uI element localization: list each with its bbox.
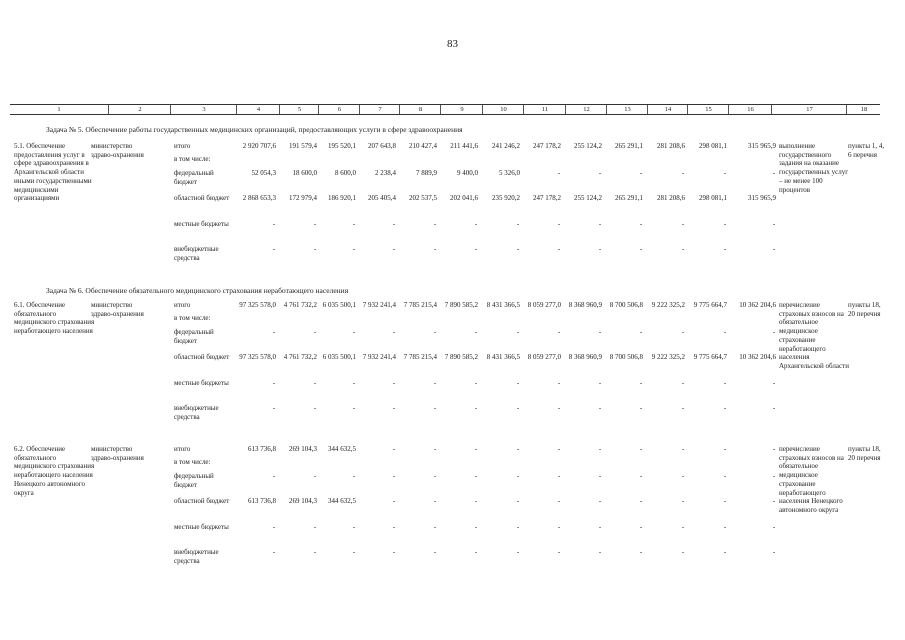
item-5-1-value: 9 400,0	[457, 169, 478, 177]
dash: -	[313, 548, 317, 556]
dash: -	[772, 220, 776, 228]
item-6-1-row-label: местные бюджеты	[174, 379, 229, 387]
item-5-1-value: 191 579,4	[289, 142, 317, 150]
dash: -	[557, 245, 561, 253]
item-5-1-value: 2 868 653,3	[242, 194, 276, 202]
column-number: 2	[108, 105, 171, 114]
dash: -	[772, 497, 776, 505]
dash: -	[681, 548, 685, 556]
dash: -	[433, 445, 437, 453]
dash: -	[639, 445, 643, 453]
dash: -	[392, 497, 396, 505]
dash: -	[313, 220, 317, 228]
item-5-1-value: 315 965,9	[748, 194, 776, 202]
dash: -	[557, 445, 561, 453]
dash: -	[392, 472, 396, 480]
dash: -	[313, 523, 317, 531]
dash: -	[474, 523, 478, 531]
dash: -	[392, 445, 396, 453]
item-6-2-row-label: в том числе:	[174, 458, 211, 466]
item-6-1-value: 97 325 578,0	[239, 301, 276, 309]
dash: -	[352, 379, 356, 387]
item-6-1-row-label: итого	[174, 301, 191, 309]
dash: -	[433, 328, 437, 336]
item-6-1-value: 8 368 960,9	[568, 301, 602, 309]
item-6-1-value: 7 785 215,4	[403, 301, 437, 309]
item-5-1-value: 211 441,6	[450, 142, 478, 150]
dash: -	[272, 245, 276, 253]
column-number: 5	[279, 105, 319, 114]
dash: -	[557, 404, 561, 412]
item-6-1-value: 6 035 500,1	[322, 353, 356, 361]
dash: -	[352, 523, 356, 531]
dash: -	[598, 497, 602, 505]
dash: -	[772, 548, 776, 556]
item-6-2-value: 269 104,3	[289, 497, 317, 505]
dash: -	[313, 328, 317, 336]
dash: -	[392, 328, 396, 336]
item-6-1-row-label: в том числе:	[174, 314, 211, 322]
item-6-1-value: 4 761 732,2	[283, 353, 317, 361]
dash: -	[723, 548, 727, 556]
dash: -	[433, 379, 437, 387]
dash: -	[598, 169, 602, 177]
item-5-1-value: 255 124,2	[574, 194, 602, 202]
item-6-1-value: 10 362 204,6	[739, 353, 776, 361]
dash: -	[272, 220, 276, 228]
dash: -	[772, 472, 776, 480]
item-6-1-value: 8 700 506,8	[609, 353, 643, 361]
dash: -	[272, 548, 276, 556]
dash: -	[723, 472, 727, 480]
dash: -	[516, 445, 520, 453]
dash: -	[723, 523, 727, 531]
dash: -	[516, 379, 520, 387]
dash: -	[392, 523, 396, 531]
item-6-1-value: 9 775 664,7	[693, 353, 727, 361]
dash: -	[433, 548, 437, 556]
dash: -	[433, 472, 437, 480]
column-number: 8	[399, 105, 441, 114]
item-5-1-row-label: итого	[174, 142, 191, 150]
dash: -	[557, 548, 561, 556]
dash: -	[723, 245, 727, 253]
dash: -	[772, 445, 776, 453]
dash: -	[516, 472, 520, 480]
item-6-1-value: 8 431 366,5	[486, 353, 520, 361]
task-5-title: Задача № 5. Обеспечение работы государственных медицинских организаций, предоставляющих услуги в сфере здравоохранения	[46, 125, 463, 134]
item-6-2-value: 344 632,5	[328, 445, 356, 453]
column-number: 13	[606, 105, 648, 114]
item-5-1-value: 315 965,9	[748, 142, 776, 150]
dash: -	[516, 548, 520, 556]
column-number: 10	[482, 105, 524, 114]
dash: -	[772, 328, 776, 336]
item-6-1-value: 8 059 277,0	[527, 353, 561, 361]
dash: -	[639, 472, 643, 480]
dash: -	[639, 328, 643, 336]
item-6-1-row-label: внебюджетные средства	[174, 404, 219, 421]
dash: -	[352, 328, 356, 336]
dash: -	[723, 445, 727, 453]
item-6-2-row-label: внебюджетные средства	[174, 548, 219, 565]
dash: -	[639, 220, 643, 228]
dash: -	[723, 328, 727, 336]
item-6-1-row-label: областной бюджет	[174, 353, 230, 361]
item-5-1-indicator: выполнение государственного задания на оказание государственных услуг – не менее 100 процентов	[779, 142, 849, 194]
dash: -	[272, 523, 276, 531]
dash: -	[516, 245, 520, 253]
column-number: 17	[771, 105, 847, 114]
dash: -	[681, 445, 685, 453]
dash: -	[681, 379, 685, 387]
item-6-2-name: 6.2. Обеспечение обязательного медицинского страхования неработающего населения Ненецкого автономного округа	[14, 445, 95, 497]
dash: -	[772, 379, 776, 387]
dash: -	[772, 245, 776, 253]
item-5-1-value: 210 427,4	[409, 142, 437, 150]
item-5-1-value: 247 178,2	[533, 194, 561, 202]
dash: -	[681, 220, 685, 228]
dash: -	[772, 169, 776, 177]
dash: -	[433, 404, 437, 412]
item-6-1-executor: министерство здраво-охранения	[91, 301, 144, 318]
dash: -	[392, 548, 396, 556]
item-6-1-indicator: перечисление страховых взносов на обязательное медицинское страхование неработающего населения Архангельской области	[779, 301, 849, 370]
dash: -	[474, 328, 478, 336]
item-5-1-value: 281 208,6	[657, 194, 685, 202]
item-6-2-points: пункты 18, 20 перечня	[848, 445, 881, 462]
item-6-1-value: 8 368 960,9	[568, 353, 602, 361]
dash: -	[352, 404, 356, 412]
dash: -	[272, 328, 276, 336]
dash: -	[352, 472, 356, 480]
dash: -	[681, 169, 685, 177]
dash: -	[598, 445, 602, 453]
item-6-1-value: 97 325 578,0	[239, 353, 276, 361]
dash: -	[557, 379, 561, 387]
dash: -	[772, 404, 776, 412]
dash: -	[557, 497, 561, 505]
dash: -	[557, 523, 561, 531]
dash: -	[433, 220, 437, 228]
item-6-2-value: 613 736,8	[248, 445, 276, 453]
column-number: 1	[57, 106, 61, 113]
item-6-2-row-label: областной бюджет	[174, 497, 230, 505]
item-6-1-value: 7 932 241,4	[362, 353, 396, 361]
item-5-1-row-label: внебюджетные средства	[174, 245, 219, 262]
dash: -	[474, 404, 478, 412]
dash: -	[433, 497, 437, 505]
dash: -	[598, 523, 602, 531]
column-number: 4	[236, 105, 280, 114]
item-5-1-value: 202 041,6	[450, 194, 478, 202]
column-number: 7	[359, 105, 400, 114]
item-6-2-executor: министерство здраво-охранения	[91, 445, 144, 462]
item-5-1-value: 195 520,1	[328, 142, 356, 150]
column-number: 9	[440, 105, 483, 114]
dash: -	[352, 245, 356, 253]
dash: -	[392, 404, 396, 412]
item-6-2-indicator: перечисление страховых взносов на обязательное медицинское страхование неработающего населения Ненецкого автономного округа	[779, 445, 844, 514]
item-5-1-row-label: федеральный бюджет	[174, 169, 214, 186]
dash: -	[272, 404, 276, 412]
column-number: 12	[565, 105, 607, 114]
dash: -	[557, 169, 561, 177]
item-6-1-row-label: федеральный бюджет	[174, 328, 214, 345]
item-6-1-value: 8 059 277,0	[527, 301, 561, 309]
item-5-1-row-label: местные бюджеты	[174, 220, 229, 228]
dash: -	[474, 548, 478, 556]
dash: -	[598, 328, 602, 336]
dash: -	[474, 497, 478, 505]
item-6-1-name: 6.1. Обеспечение обязательного медицинского страхования неработающего населения	[14, 301, 95, 336]
dash: -	[639, 548, 643, 556]
dash: -	[639, 404, 643, 412]
item-5-1-value: 52 054,3	[251, 169, 276, 177]
dash: -	[681, 245, 685, 253]
dash: -	[639, 497, 643, 505]
dash: -	[681, 404, 685, 412]
dash: -	[598, 379, 602, 387]
dash: -	[474, 220, 478, 228]
dash: -	[639, 169, 643, 177]
dash: -	[598, 404, 602, 412]
item-6-2-value: 269 104,3	[289, 445, 317, 453]
item-6-1-value: 9 222 325,2	[651, 353, 685, 361]
dash: -	[681, 328, 685, 336]
dash: -	[723, 220, 727, 228]
dash: -	[516, 404, 520, 412]
item-5-1-value: 281 208,6	[657, 142, 685, 150]
dash: -	[474, 472, 478, 480]
dash: -	[557, 472, 561, 480]
dash: -	[433, 523, 437, 531]
dash: -	[598, 472, 602, 480]
column-number: 18	[846, 105, 881, 114]
dash: -	[639, 523, 643, 531]
column-number: 14	[647, 105, 688, 114]
column-number: 15	[687, 105, 729, 114]
item-6-2-row-label: итого	[174, 445, 191, 453]
dash: -	[313, 404, 317, 412]
item-5-1-value: 5 326,0	[499, 169, 520, 177]
item-6-1-value: 7 890 585,2	[444, 353, 478, 361]
item-6-1-value: 7 890 585,2	[444, 301, 478, 309]
item-5-1-points: пункты 1, 4, 6 перечня	[848, 142, 885, 159]
dash: -	[516, 328, 520, 336]
item-6-2-value: 613 736,8	[248, 497, 276, 505]
dash: -	[723, 404, 727, 412]
item-5-1-value: 207 643,8	[368, 142, 396, 150]
item-5-1-value: 235 920,2	[492, 194, 520, 202]
dash: -	[723, 169, 727, 177]
item-5-1-row-label: областной бюджет	[174, 194, 230, 202]
item-6-1-points: пункты 18, 20 перечня	[848, 301, 881, 318]
dash: -	[516, 497, 520, 505]
dash: -	[598, 220, 602, 228]
column-number: 6	[318, 105, 360, 114]
item-5-1-value: 247 178,2	[533, 142, 561, 150]
item-5-1-value: 202 537,5	[409, 194, 437, 202]
dash: -	[392, 379, 396, 387]
item-6-2-row-label: местные бюджеты	[174, 523, 229, 531]
column-number: 11	[523, 105, 566, 114]
item-5-1-value: 265 291,1	[615, 142, 643, 150]
item-5-1-value: 186 920,1	[328, 194, 356, 202]
dash: -	[392, 220, 396, 228]
dash: -	[474, 245, 478, 253]
item-6-1-value: 10 362 204,6	[739, 301, 776, 309]
item-6-1-value: 7 932 241,4	[362, 301, 396, 309]
item-5-1-value: 2 920 707,6	[242, 142, 276, 150]
item-6-1-value: 4 761 732,2	[283, 301, 317, 309]
dash: -	[392, 245, 396, 253]
item-5-1-value: 7 889,9	[416, 169, 437, 177]
dash: -	[598, 548, 602, 556]
item-5-1-value: 18 600,0	[292, 169, 317, 177]
dash: -	[474, 379, 478, 387]
dash: -	[557, 220, 561, 228]
page-number: 83	[447, 38, 458, 50]
item-5-1-name: 5.1. Обеспечение предоставления услуг в сфере здравоохранения в Архангельской области иными государственными медицинскими организациями	[14, 142, 92, 203]
item-5-1-row-label: в том числе:	[174, 155, 211, 163]
item-5-1-value: 2 238,4	[375, 169, 396, 177]
item-6-1-value: 8 700 506,8	[609, 301, 643, 309]
dash: -	[313, 245, 317, 253]
item-5-1-value: 298 081,1	[699, 194, 727, 202]
item-5-1-value: 265 291,1	[615, 194, 643, 202]
item-6-1-value: 7 785 215,4	[403, 353, 437, 361]
dash: -	[723, 497, 727, 505]
item-6-2-value: 344 632,5	[328, 497, 356, 505]
task-6-title: Задача № 6. Обеспечение обязательного медицинского страхования неработающего населения	[46, 286, 349, 295]
dash: -	[598, 245, 602, 253]
dash: -	[474, 445, 478, 453]
dash: -	[516, 523, 520, 531]
column-number-header	[10, 104, 880, 115]
dash: -	[272, 472, 276, 480]
item-5-1-value: 241 246,2	[492, 142, 520, 150]
item-5-1-executor: министерство здраво-охранения	[91, 142, 144, 159]
dash: -	[639, 379, 643, 387]
item-6-1-value: 6 035 500,1	[322, 301, 356, 309]
dash: -	[639, 245, 643, 253]
dash: -	[272, 379, 276, 387]
dash: -	[352, 548, 356, 556]
dash: -	[681, 523, 685, 531]
dash: -	[313, 379, 317, 387]
dash: -	[681, 472, 685, 480]
dash: -	[352, 220, 356, 228]
item-6-2-row-label: федеральный бюджет	[174, 472, 214, 489]
dash: -	[681, 497, 685, 505]
dash: -	[772, 523, 776, 531]
dash: -	[433, 245, 437, 253]
item-6-1-value: 8 431 366,5	[486, 301, 520, 309]
dash: -	[516, 220, 520, 228]
dash: -	[313, 472, 317, 480]
item-5-1-value: 172 979,4	[289, 194, 317, 202]
item-5-1-value: 298 081,1	[699, 142, 727, 150]
item-5-1-value: 205 405,4	[368, 194, 396, 202]
column-number: 16	[728, 105, 772, 114]
dash: -	[723, 379, 727, 387]
item-6-1-value: 9 222 325,2	[651, 301, 685, 309]
column-number: 3	[170, 105, 237, 114]
item-5-1-value: 8 600,0	[335, 169, 356, 177]
item-6-1-value: 9 775 664,7	[693, 301, 727, 309]
dash: -	[557, 328, 561, 336]
item-5-1-value: 255 124,2	[574, 142, 602, 150]
